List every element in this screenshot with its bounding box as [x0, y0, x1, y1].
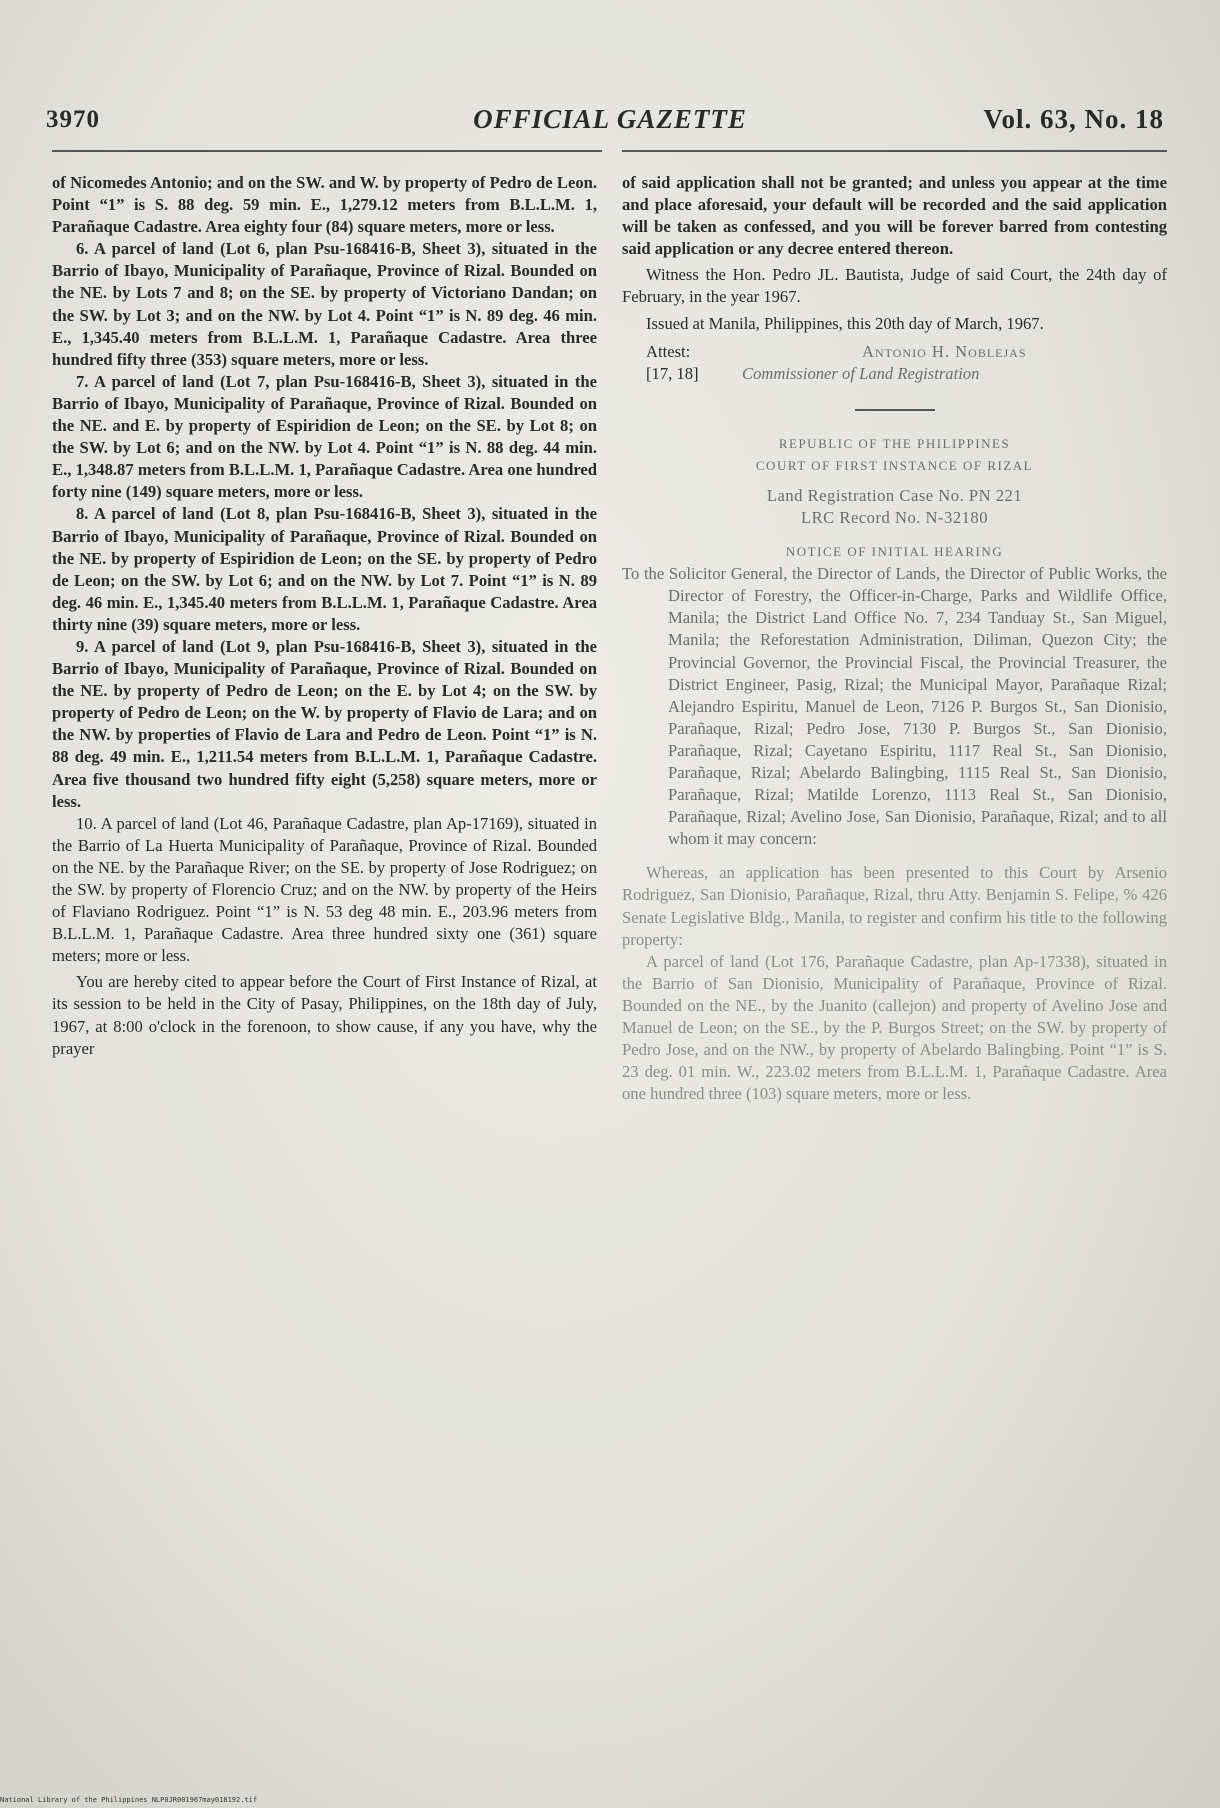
page-number: 3970	[46, 106, 100, 133]
left-column	[52, 172, 597, 1060]
paragraph-lot-7: 7. A parcel of land (Lot 7, plan Psu-168416-B, Sheet 3), situated in the Barrio of Ibayo, Municipality of Parañaque, Province of Rizal. Bounded on the NE. and E. by property of Espiridion de Leon; on the SE. by Lot 8; on the SW. by Lot 6; and on the NW. by Lot 4. Point “1” is N. 88 deg. 44 min. E., 1,348.87 meters from B.L.L.M. 1, Parañaque Cadastre. Area one hundred forty nine (149) square meters, more or less.	[52, 371, 597, 502]
record-number: LRC Record No. N-32180	[800, 507, 989, 527]
court-heading: COURT OF FIRST INSTANCE OF RIZAL	[755, 457, 1034, 473]
scan-footer: National Library of the Philippines NLP0JR001967may018192.tif	[0, 1796, 258, 1804]
page-header	[46, 100, 1174, 140]
paragraph-witness: Witness the Hon. Pedro JL. Bautista, Judge of said Court, the 24th day of February, in the year 1967.	[622, 265, 1167, 307]
paragraph-continuation: of said application shall not be granted; and unless you appear at the time and place aforesaid, your default will be recorded and the said application will be taken as confessed, and you will be forever barred from contesting said application or any decree entered thereon.	[622, 173, 1167, 259]
attest-block	[622, 341, 1167, 387]
case-number: Land Registration Case No. PN 221	[766, 485, 1023, 505]
addressees: To the Solicitor General, the Director of Lands, the Director of Public Works, the Director of Forestry, the Officer-in-Charge, Parks and Wildlife Office, Manila; the District Land Office No. 7, 234 Tanduay St., San Miguel, Manila; the Reforestation Administration, Diliman, Quezon City; the Provincial Governor, the Provincial Fiscal, the Provincial Treasurer, the District Engineer, Pasig, Rizal; the Municipal Mayor, Parañaque Rizal; Alejandro Espiritu, Manuel de Leon, 7126 P. Burgos St., San Dionisio, Parañaque, Rizal; Pedro Jose, 7130 P. Burgos St., San Dionisio, Parañaque, Rizal; Cayetano Espiritu, 1117 Real St., San Dionisio, Parañaque, Rizal; Abelardo Balingbing, 1115 Real St., San Dionisio, Parañaque, Rizal; Matilde Lorenzo, 1113 Real St., San Dionisio, Parañaque, Rizal; Avelino Jose, San Dionisio, Parañaque, Rizal; and to all whom it may concern:	[622, 564, 1167, 849]
paragraph-continued: of Nicomedes Antonio; and on the SW. and W. by property of Pedro de Leon. Point “1” is S. 88 deg. 59 min. E., 1,279.12 meters from B.L.L.M. 1, Parañaque Cadastre. Area eighty four (84) square meters, more or less.	[52, 173, 597, 237]
paragraph-issued: Issued at Manila, Philippines, this 20th day of March, 1967.	[646, 313, 1044, 333]
header-rule-left	[52, 150, 602, 152]
section-divider	[855, 409, 935, 411]
paragraph-lot-6: 6. A parcel of land (Lot 6, plan Psu-168416-B, Sheet 3), situated in the Barrio of Ibayo, Municipality of Parañaque, Province of Rizal. Bounded on the NE. by Lots 7 and 8; on the SE. by property of Victoriano Dandan; on the SW. by Lot 3; and on the NW. by Lot 4. Point “1” is N. 89 deg. 46 min. E., 1,345.40 meters from B.L.L.M. 1, Parañaque Cadastre. Area three hundred fifty three (353) square meters, more or less.	[52, 239, 597, 369]
notice-heading: NOTICE OF INITIAL HEARING	[785, 544, 1004, 560]
attest-role: Commissioner of Land Registration	[742, 363, 980, 383]
paragraph-parcel: A parcel of land (Lot 176, Parañaque Cadastre, plan Ap-17338), situated in the Barrio of San Dionisio, Municipality of Parañaque, Province of Rizal. Bounded on the NE., by the Juanito (callejon) and property of Avelino Jose and Manuel de Leon; on the SE., by the P. Burgos Street; on the SW. by property of Pedro Jose, and on the NW., by property of Abelardo Balingbing. Point “1” is S. 23 deg. 01 min. W., 223.02 meters from B.L.L.M. 1, Parañaque Cadastre. Area one hundred three (103) square meters, more or less.	[622, 951, 1167, 1104]
attest-label: Attest:	[646, 341, 691, 361]
paragraph-whereas: Whereas, an application has been presented to this Court by Arsenio Rodriguez, San Dionisio, Parañaque, Rizal, thru Atty. Benjamin S. Felipe, % 426 Senate Legislative Bldg., Manila, to register and confirm his title to the following property:	[622, 863, 1167, 949]
publication-title: OFFICIAL GAZETTE	[473, 104, 747, 134]
attest-name: Antonio H. Noblejas	[862, 341, 1027, 361]
paragraph-lot-9: 9. A parcel of land (Lot 9, plan Psu-168416-B, Sheet 3), situated in the Barrio of Ibayo, Municipality of Parañaque, Province of Rizal. Bounded on the NE. by property of Pedro de Leon; on the E. by Lot 4; on the SW. by property of Pedro de Leon; on the W. by property of Flavio de Lara; and on the NW. by properties of Flavio de Lara and Pedro de Leon. Point “1” is N. 88 deg. 49 min. E., 1,211.54 meters from B.L.L.M. 1, Parañaque Cadastre. Area five thousand two hundred fifty eight (5,258) square meters, more or less.	[52, 636, 597, 811]
republic-heading: REPUBLIC OF THE PHILIPPINES	[778, 435, 1011, 451]
attest-number: [17, 18]	[646, 363, 699, 383]
paragraph-lot-8: 8. A parcel of land (Lot 8, plan Psu-168416-B, Sheet 3), situated in the Barrio of Ibayo, Municipality of Parañaque, Province of Rizal. Bounded on the NE. by property of Espiridion de Leon; on the SE. by property of Pedro de Leon; on the SW. by Lot 6; and on the NW. by Lot 7. Point “1” is N. 89 deg. 46 min. E., 1,345.40 meters from B.L.L.M. 1, Parañaque Cadastre. Area thirty nine (39) square meters, more or less.	[52, 504, 597, 634]
right-column	[622, 172, 1167, 1105]
paragraph-cited: You are hereby cited to appear before the Court of First Instance of Rizal, at its session to be held in the City of Pasay, Philippines, on the 18th day of July, 1967, at 8:00 o'clock in the forenoon, to show cause, if any you have, why the prayer	[52, 972, 597, 1058]
volume-number: Vol. 63, No. 18	[983, 104, 1164, 134]
paragraph-lot-10: 10. A parcel of land (Lot 46, Parañaque Cadastre, plan Ap-17169), situated in the Barrio of La Huerta Municipality of Parañaque, Province of Rizal. Bounded on the NE. by the Parañaque River; on the SE. by property of Jose Rodriguez; on the SW. by property of Florencio Cruz; and on the NW. by property of the Heirs of Flaviano Rodriguez. Point “1” is N. 53 deg 48 min. E., 203.96 meters from B.L.L.M. 1, Parañaque Cadastre. Area three hundred sixty one (361) square meters; more or less.	[52, 813, 597, 966]
header-rule-right	[622, 150, 1167, 152]
